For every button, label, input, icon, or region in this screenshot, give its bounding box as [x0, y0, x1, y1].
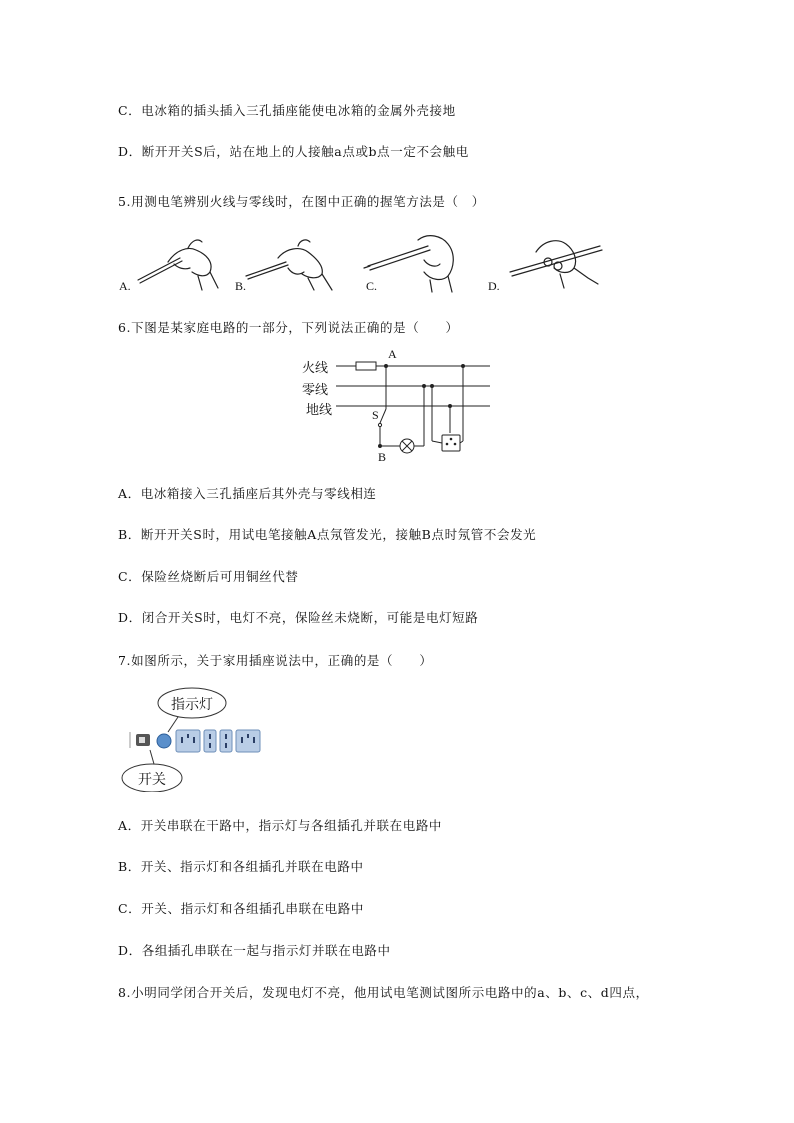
pen-hold-c-image	[364, 236, 453, 292]
q5-label-a: A.	[119, 279, 131, 293]
q4-option-d: D．断开开关S后，站在地上的人接触a点或b点一定不会触电	[118, 144, 469, 159]
q7-stem: 7.如图所示，关于家用插座说法中，正确的是（ ）	[118, 653, 433, 668]
pen-hold-b-image	[246, 240, 332, 290]
q5-label-b: B.	[235, 279, 247, 293]
q6-option-c: C．保险丝烧断后可用铜丝代替	[118, 569, 299, 584]
q7-option-c: C．开关、指示灯和各组插孔串联在电路中	[118, 901, 364, 916]
indicator-light-label: 指示灯	[171, 697, 213, 713]
q7-option-d: D．各组插孔串联在一起与指示灯并联在电路中	[118, 943, 391, 958]
pen-hold-a-image	[138, 240, 218, 290]
neutral-wire-label: 零线	[302, 383, 329, 398]
switch-label: 开关	[138, 772, 166, 788]
q6-option-a: A．电冰箱接入三孔插座后其外壳与零线相连	[118, 486, 377, 501]
point-a-label: A	[388, 347, 397, 361]
q5-stem: 5.用测电笔辨别火线与零线时，在图中正确的握笔方法是（ ）	[118, 194, 485, 209]
q7-option-a: A．开关串联在干路中，指示灯与各组插孔并联在电路中	[118, 818, 443, 833]
live-wire-label: 火线	[302, 361, 329, 376]
q6-option-b: B．断开开关S时，用试电笔接触A点氖管发光，接触B点时氖管不会发光	[118, 527, 537, 542]
ground-wire-label: 地线	[306, 403, 333, 418]
q4-option-c: C．电冰箱的插头插入三孔插座能使电冰箱的金属外壳接地	[118, 103, 456, 118]
switch-s-label: S	[372, 408, 379, 422]
q7-option-b: B．开关、指示灯和各组插孔并联在电路中	[118, 859, 364, 874]
q6-option-d: D．闭合开关S时，电灯不亮，保险丝未烧断，可能是电灯短路	[118, 610, 479, 625]
q5-label-d: D.	[488, 279, 500, 293]
point-b-label: B	[378, 450, 387, 464]
q6-stem: 6.下图是某家庭电路的一部分，下列说法正确的是（ ）	[118, 320, 459, 335]
pen-hold-d-image	[510, 241, 602, 288]
q5-label-c: C.	[366, 279, 378, 293]
q8-stem: 8.小明同学闭合开关后，发现电灯不亮，他用试电笔测试图所示电路中的a、b、c、d四点，	[118, 985, 649, 1000]
